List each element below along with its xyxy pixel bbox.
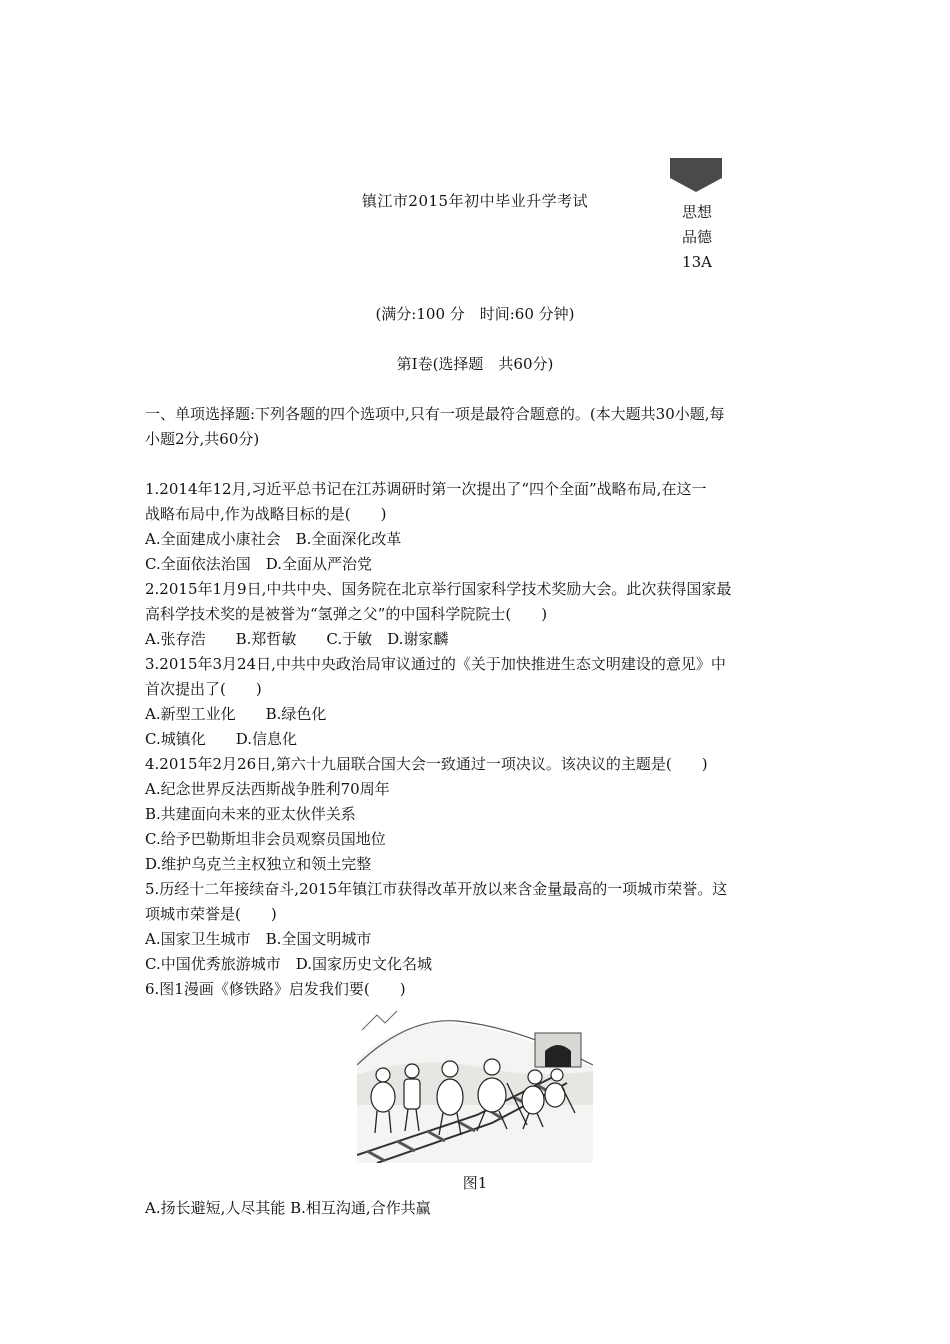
question-text: 1.2014年12月,习近平总书记在江苏调研时第一次提出了“四个全面”战略布局,在这一 bbox=[145, 480, 707, 498]
question-text: 项城市荣誉是( ) bbox=[145, 905, 277, 923]
question-6-options: A.扬长避短,人尽其能 B.相互沟通,合作共赢 bbox=[145, 1199, 431, 1217]
question-options: B.共建面向未来的亚太伙伴关系 bbox=[145, 805, 356, 823]
question-text: 2.2015年1月9日,中共中央、国务院在北京举行国家科学技术奖励大会。此次获得国家最 bbox=[145, 580, 732, 598]
question-options: A.纪念世界反法西斯战争胜利70周年 bbox=[145, 780, 390, 798]
question-text: 5.历经十二年接续奋斗,2015年镇江市获得改革开放以来含金量最高的一项城市荣誉。这 bbox=[145, 880, 728, 898]
question-1 bbox=[145, 477, 815, 577]
question-options: A.全面建成小康社会 B.全面深化改革 bbox=[145, 530, 402, 548]
question-options: C.给予巴勒斯坦非会员观察员国地位 bbox=[145, 830, 386, 848]
question-options: D.维护乌克兰主权独立和领土完整 bbox=[145, 855, 372, 873]
question-3 bbox=[145, 652, 815, 752]
exam-title: 镇江市2015年初中毕业升学考试 bbox=[361, 192, 589, 210]
question-text: 4.2015年2月26日,第六十九届联合国大会一致通过一项决议。该决议的主题是( ) bbox=[145, 755, 708, 773]
badge-line-2: 品德 bbox=[681, 228, 712, 246]
question-options: C.全面依法治国 D.全面从严治党 bbox=[145, 555, 372, 573]
section-intro bbox=[145, 402, 815, 452]
score-time: (满分:100 分 时间:60 分钟) bbox=[375, 305, 575, 323]
question-text: 高科学技术奖的是被誉为“氢弹之父”的中国科学院院士( ) bbox=[145, 605, 548, 623]
question-list bbox=[145, 477, 815, 1002]
question-options: C.城镇化 D.信息化 bbox=[145, 730, 297, 748]
question-text: 首次提出了( ) bbox=[145, 680, 262, 698]
subject-badge-arrow bbox=[670, 158, 722, 192]
question-options: A.张存浩 B.郑哲敏 C.于敏 D.谢家麟 bbox=[145, 630, 449, 648]
subject-badge bbox=[655, 200, 739, 275]
badge-line-1: 思想 bbox=[681, 203, 712, 221]
chevron-down-icon bbox=[670, 158, 722, 192]
question-6 bbox=[145, 977, 815, 1002]
railway-cartoon-image bbox=[357, 1005, 593, 1163]
question-options: A.国家卫生城市 B.全国文明城市 bbox=[145, 930, 372, 948]
volume-title: 第Ⅰ卷(选择题 共60分) bbox=[396, 355, 554, 373]
question-options: A.新型工业化 B.绿色化 bbox=[145, 705, 327, 723]
figure-caption: 图1 bbox=[462, 1174, 488, 1192]
question-4 bbox=[145, 752, 815, 877]
badge-line-3: 13A bbox=[682, 253, 712, 271]
question-text: 6.图1漫画《修铁路》启发我们要( ) bbox=[145, 980, 406, 998]
question-5 bbox=[145, 877, 815, 977]
question-text: 3.2015年3月24日,中共中央政治局审议通过的《关于加快推进生态文明建设的意见》中 bbox=[145, 655, 726, 673]
question-2 bbox=[145, 577, 815, 652]
intro-line: 小题2分,共60分) bbox=[145, 430, 260, 448]
intro-line: 一、单项选择题:下列各题的四个选项中,只有一项是最符合题意的。(本大题共30小题,每 bbox=[145, 405, 725, 423]
question-options: C.中国优秀旅游城市 D.国家历史文化名城 bbox=[145, 955, 432, 973]
question-text: 战略布局中,作为战略目标的是( ) bbox=[145, 505, 387, 523]
